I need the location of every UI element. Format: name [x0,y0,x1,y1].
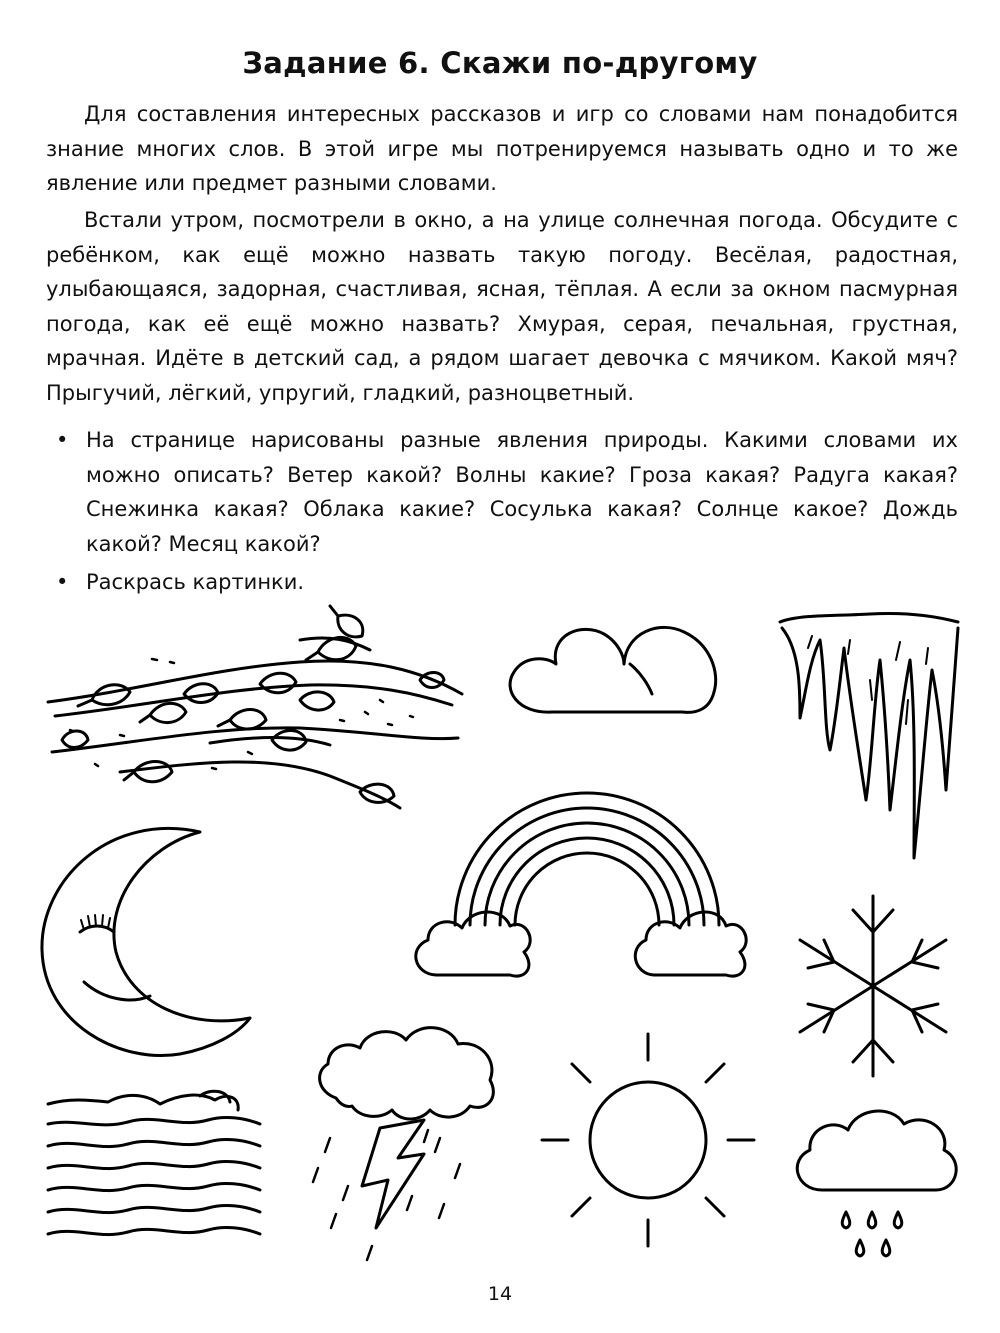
page-number: 14 [487,1283,513,1305]
page-title: Задание 6. Скажи по-другому [242,46,758,80]
wind-leaves-icon [48,606,462,808]
waves-icon [48,1091,260,1234]
thunderstorm-icon [313,1028,493,1260]
snowflake-icon [800,896,946,1076]
sun-icon [542,1034,754,1246]
rain-cloud-icon [797,1111,956,1256]
rainbow-icon [416,793,746,976]
intro-paragraph: Для составления интересных рассказов и игр со словами нам понадобится знание многих слов. В этой игре мы потренируемся называть одно и то же явление или предмет разными словами. [46,102,958,195]
task-color: • Раскрась картинки. [86,565,958,600]
clouds-icon [510,627,716,712]
task-describe: • На странице нарисованы разные явления природы. Какими словами их можно описать? Ветер какой? Волны какие? Гроза какая? Радуга какая? Снежинка какая? Облака какие? Сосулька какая? Солнце какое? Дождь какой? Месяц какой? [86,423,958,561]
example-paragraph: Встали утром, посмотрели в окно, а на улице солнечная погода. Обсудите с ребёнком, как ещё можно назвать такую погоду. Весёлая, радостная, улыбающаяся, задорная, счастливая, ясная, тёплая. А если за окном пасмурная погода, как её ещё можно назвать? Хмурая, серая, печальная, грустная, мрачная. Идёте в детский сад, а рядом шагает девочка с мячиком. Какой мяч? Прыгучий, лёгкий, упругий, гладкий, разноцветный. [46,208,958,405]
moon-icon [42,828,250,1055]
icicles-icon [780,613,958,858]
